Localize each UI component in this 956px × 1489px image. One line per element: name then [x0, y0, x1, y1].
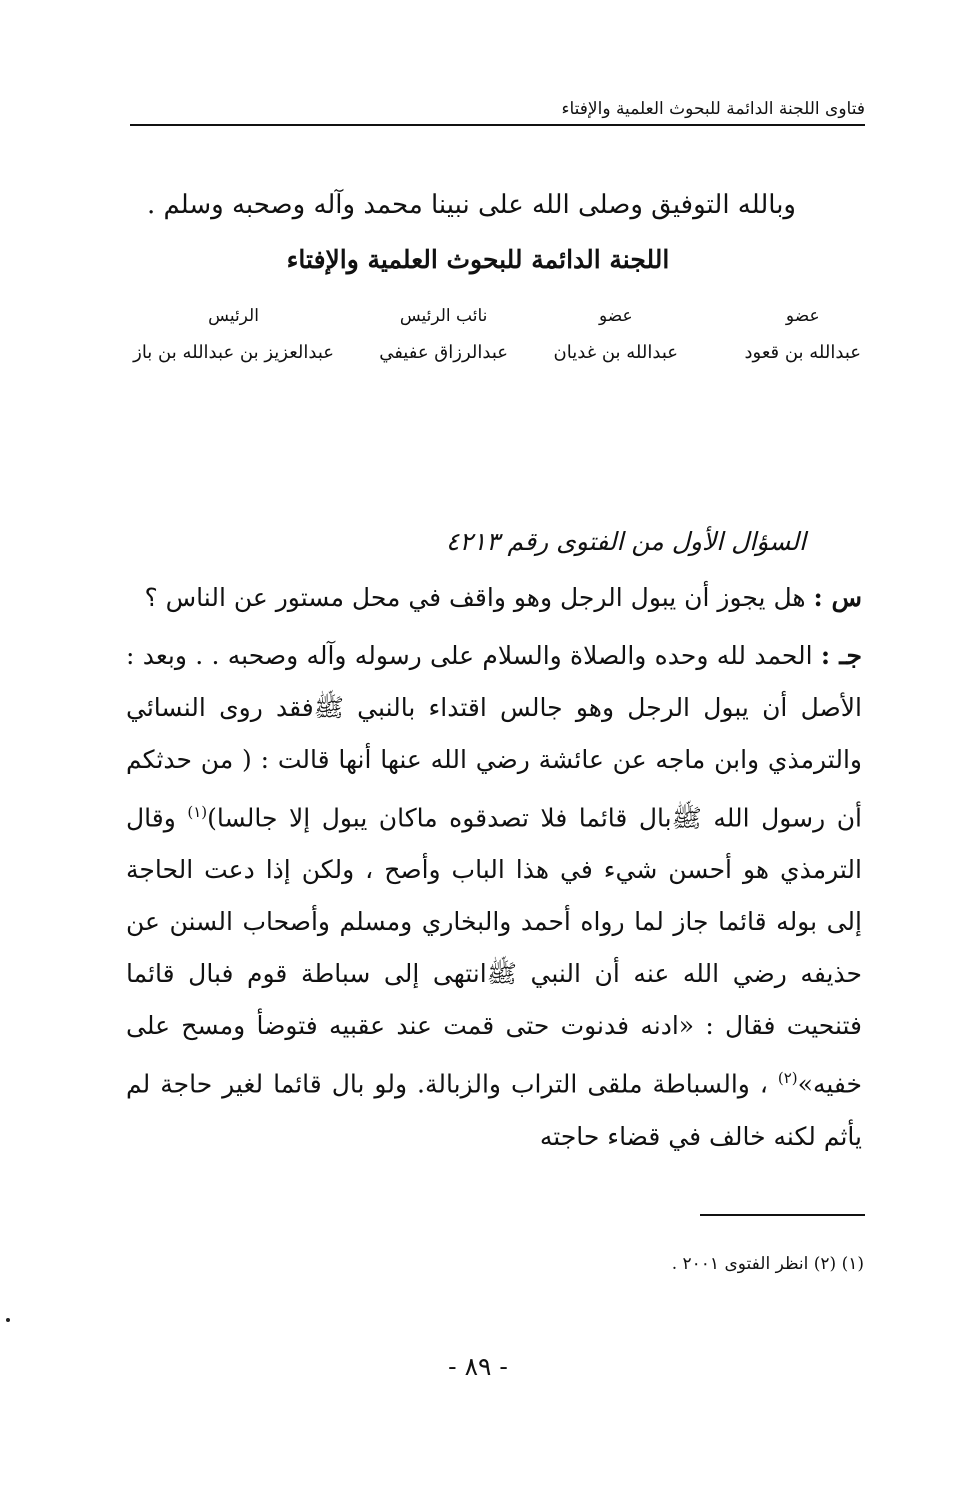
- signatory-name: عبدالله بن قعود: [744, 342, 861, 363]
- signatory-role: عضو: [598, 306, 633, 326]
- answer-paragraph: [126, 630, 862, 1163]
- footnote-separator: [700, 1214, 865, 1216]
- answer-text-part1: الحمد لله وحده والصلاة والسلام على رسوله وآله وصحبه . . وبعد : الأصل أن يبول الرجل وهو جالس اقتداء بالنبي ﷺفقد روى النسائي والترمذي وابن ماجه عن عائشة رضي الله عنها أنها قالت : ( من حدثكم أن رسول الله ﷺبال قائما فلا تصدقوه ماكان يبول إلا جالسا): [126, 641, 862, 833]
- question-paragraph: [126, 572, 862, 624]
- answer-text-part2: وقال الترمذي هو أحسن شيء في هذا الباب وأصح ، ولكن إذا دعت الحاجة إلى بوله قائما جاز لما رواه أحمد والبخاري ومسلم وأصحاب السنن عن حذيفه رضي الله عنه أن النبي ﷺانتهى إلى سباطة قوم فبال قائما فتنحيت فقال : «ادنه فدنوت حتى قمت عند عقبيه فتوضأ ومسح على خفيه»: [126, 803, 862, 1099]
- signatory-role: نائب الرئيس: [399, 306, 488, 326]
- committee-name: اللجنة الدائمة للبحوث العلمية والإفتاء: [286, 245, 670, 274]
- signatory-4: [133, 303, 334, 367]
- question-text: هل يجوز أن يبول الرجل وهو واقف في محل مستور عن الناس ؟: [144, 583, 806, 612]
- signatory-1: [745, 303, 861, 367]
- signatory-name: عبدالعزيز بن عبدالله بن باز: [133, 342, 334, 363]
- page-number: - ٨٩ -: [448, 1352, 508, 1381]
- header-title: فتاوى اللجنة الدائمة للبحوث العلمية والإفتاء: [549, 94, 865, 124]
- signatory-role: الرئيس: [208, 306, 259, 326]
- scan-speck: [6, 1318, 10, 1322]
- question-label: س :: [813, 583, 862, 612]
- answer-text-part3: ، والسباطة ملقى التراب والزبالة. ولو بال قائما لغير حاجة لم يأثم لكنه خالف في قضاء حاجته: [126, 1069, 862, 1151]
- footnote: (١) (٢) انظر الفتوى ٢٠٠١ .: [671, 1254, 864, 1274]
- closing-line: وبالله التوفيق وصلى الله على نبينا محمد وآله وصحبه وسلم .: [146, 190, 796, 220]
- footnote-ref-2: (٢): [777, 1069, 798, 1088]
- question-title: السؤال الأول من الفتوى رقم ٤٢١٣: [445, 527, 806, 556]
- signatory-3: [379, 303, 508, 367]
- footnote-ref-1: (١): [187, 803, 208, 821]
- signatory-role: عضو: [785, 306, 820, 326]
- signatory-name: عبدالرزاق عفيفي: [379, 342, 508, 363]
- signatory-name: عبدالله بن غديان: [553, 342, 678, 363]
- running-header: [130, 94, 865, 126]
- signatory-2: [554, 303, 678, 367]
- fatwa-body: [126, 572, 862, 1163]
- answer-label: جـ :: [820, 641, 862, 670]
